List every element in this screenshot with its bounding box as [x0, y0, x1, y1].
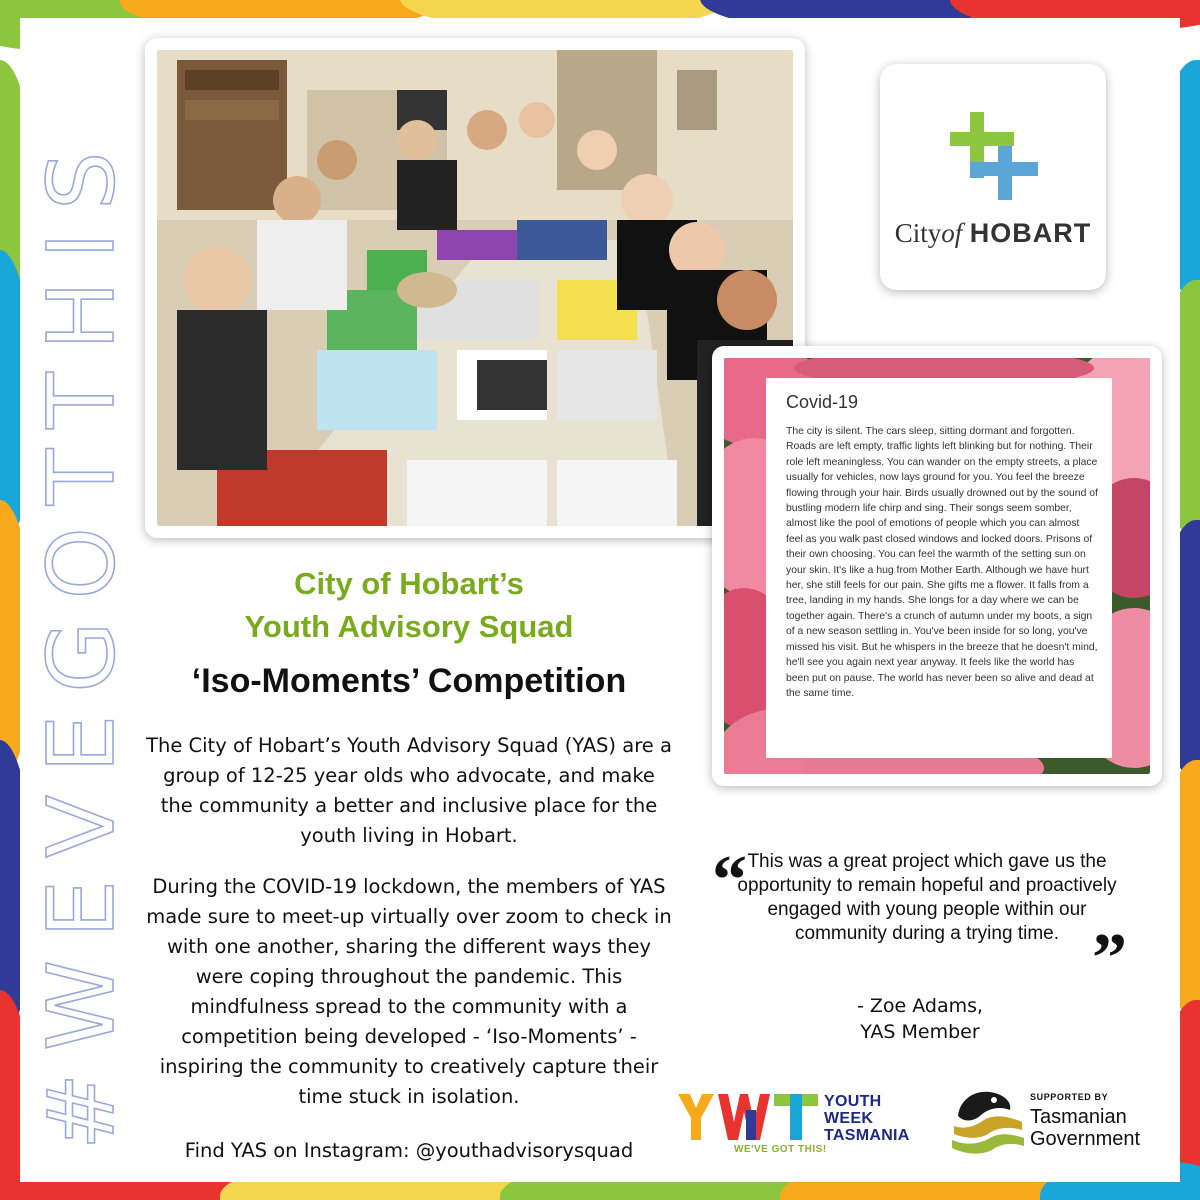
tasmanian-government-logo [950, 1080, 1160, 1160]
instagram-line: Find YAS on Instagram: @youthadvisorysquad [184, 1139, 634, 1162]
ywt-wordmark: YOUTH WEEK TASMANIA [824, 1093, 910, 1144]
close-quote-icon: ” [1092, 920, 1127, 997]
group-photo-card [145, 38, 805, 538]
poem-title: Covid-19 [786, 392, 859, 412]
group-photo [157, 50, 793, 526]
youth-week-tasmania-logo [676, 1080, 926, 1160]
competition-title: ‘Iso-Moments’ Competition [191, 662, 627, 700]
quote-author: - Zoe Adams, [856, 995, 984, 1017]
quote-author-role: YAS Member [860, 1021, 980, 1043]
tasmanian-government-wordmark: Tasmanian Government [1030, 1106, 1141, 1150]
lockdown-paragraph: During the COVID-19 lockdown, the members of YAS made sure to meet-up virtually over zoom to check in with one another, sharing the different ways they were coping throughout the pandemic. This mindfulness spread to the community with a competition being developed - ‘Iso-Moments’ - inspiring the community to creatively capture their time stuck in isolation. [146, 875, 672, 1108]
hashtag-vertical: #WEVEGOTTHIS [28, 129, 135, 1150]
testimonial-quote: This was a great project which gave us the opportunity to remain hopeful and proactively engaged with young people within our community during a trying time. [737, 851, 1117, 944]
supported-by-label: SUPPORTED BY [1030, 1092, 1109, 1102]
poem-body: The city is silent. The cars sleep, sitting dormant and forgotten. Roads are left empty, traffic lights left blinking but for nothing. Their role left meaningless. You can wander on the empty streets, a place usually for vehicles, now lays ground for you. You feel the breeze flowing through your hair. Birds usually drowned out by the sound of bustling modern life chirp and sing. Their songs seem somber, almost like the pool of emotions of people which you can almost feel as you walk past closed windows and locked doors. Prisons of their own choosing. You can feel the warmth of the setting sun on your skin. It's like a hug from Mother Earth. Although we have hurt her, she still feels for our pain. She gifts me a flower. It falls from a tree, landing in my hands. She longs for a day where we can be together again. There's a crunch of autumn under my boots, a sign of a new season settling in. You've been inside for so long, you've missed his visit. But he whispers in the breeze that he doesn't mind, he'll see you again next year anyway. It feels like the world has been put on pause. The world has never been so alive and dead at the same time. [786, 426, 1098, 699]
heading-youth-advisory-squad: Youth Advisory Squad [244, 609, 574, 644]
open-quote-icon: “ [712, 842, 747, 919]
hobart-emblem-icon [948, 110, 1040, 202]
ywt-tagline: WE'VE GOT THIS! [734, 1144, 827, 1155]
city-of-hobart-logo [880, 64, 1106, 290]
heading-city-of-hobart: City of Hobart’s [294, 566, 524, 601]
ywt-letters-icon [676, 1092, 822, 1142]
logo-wordmark: Cityof HOBART [894, 218, 1092, 248]
tasmanian-devil-icon [950, 1086, 1026, 1156]
poem-page [766, 378, 1112, 758]
intro-paragraph: The City of Hobart’s Youth Advisory Squad (YAS) are a group of 12-25 year olds who advocate, and make the community a better and inclusive place for the youth living in Hobart. [146, 734, 672, 847]
